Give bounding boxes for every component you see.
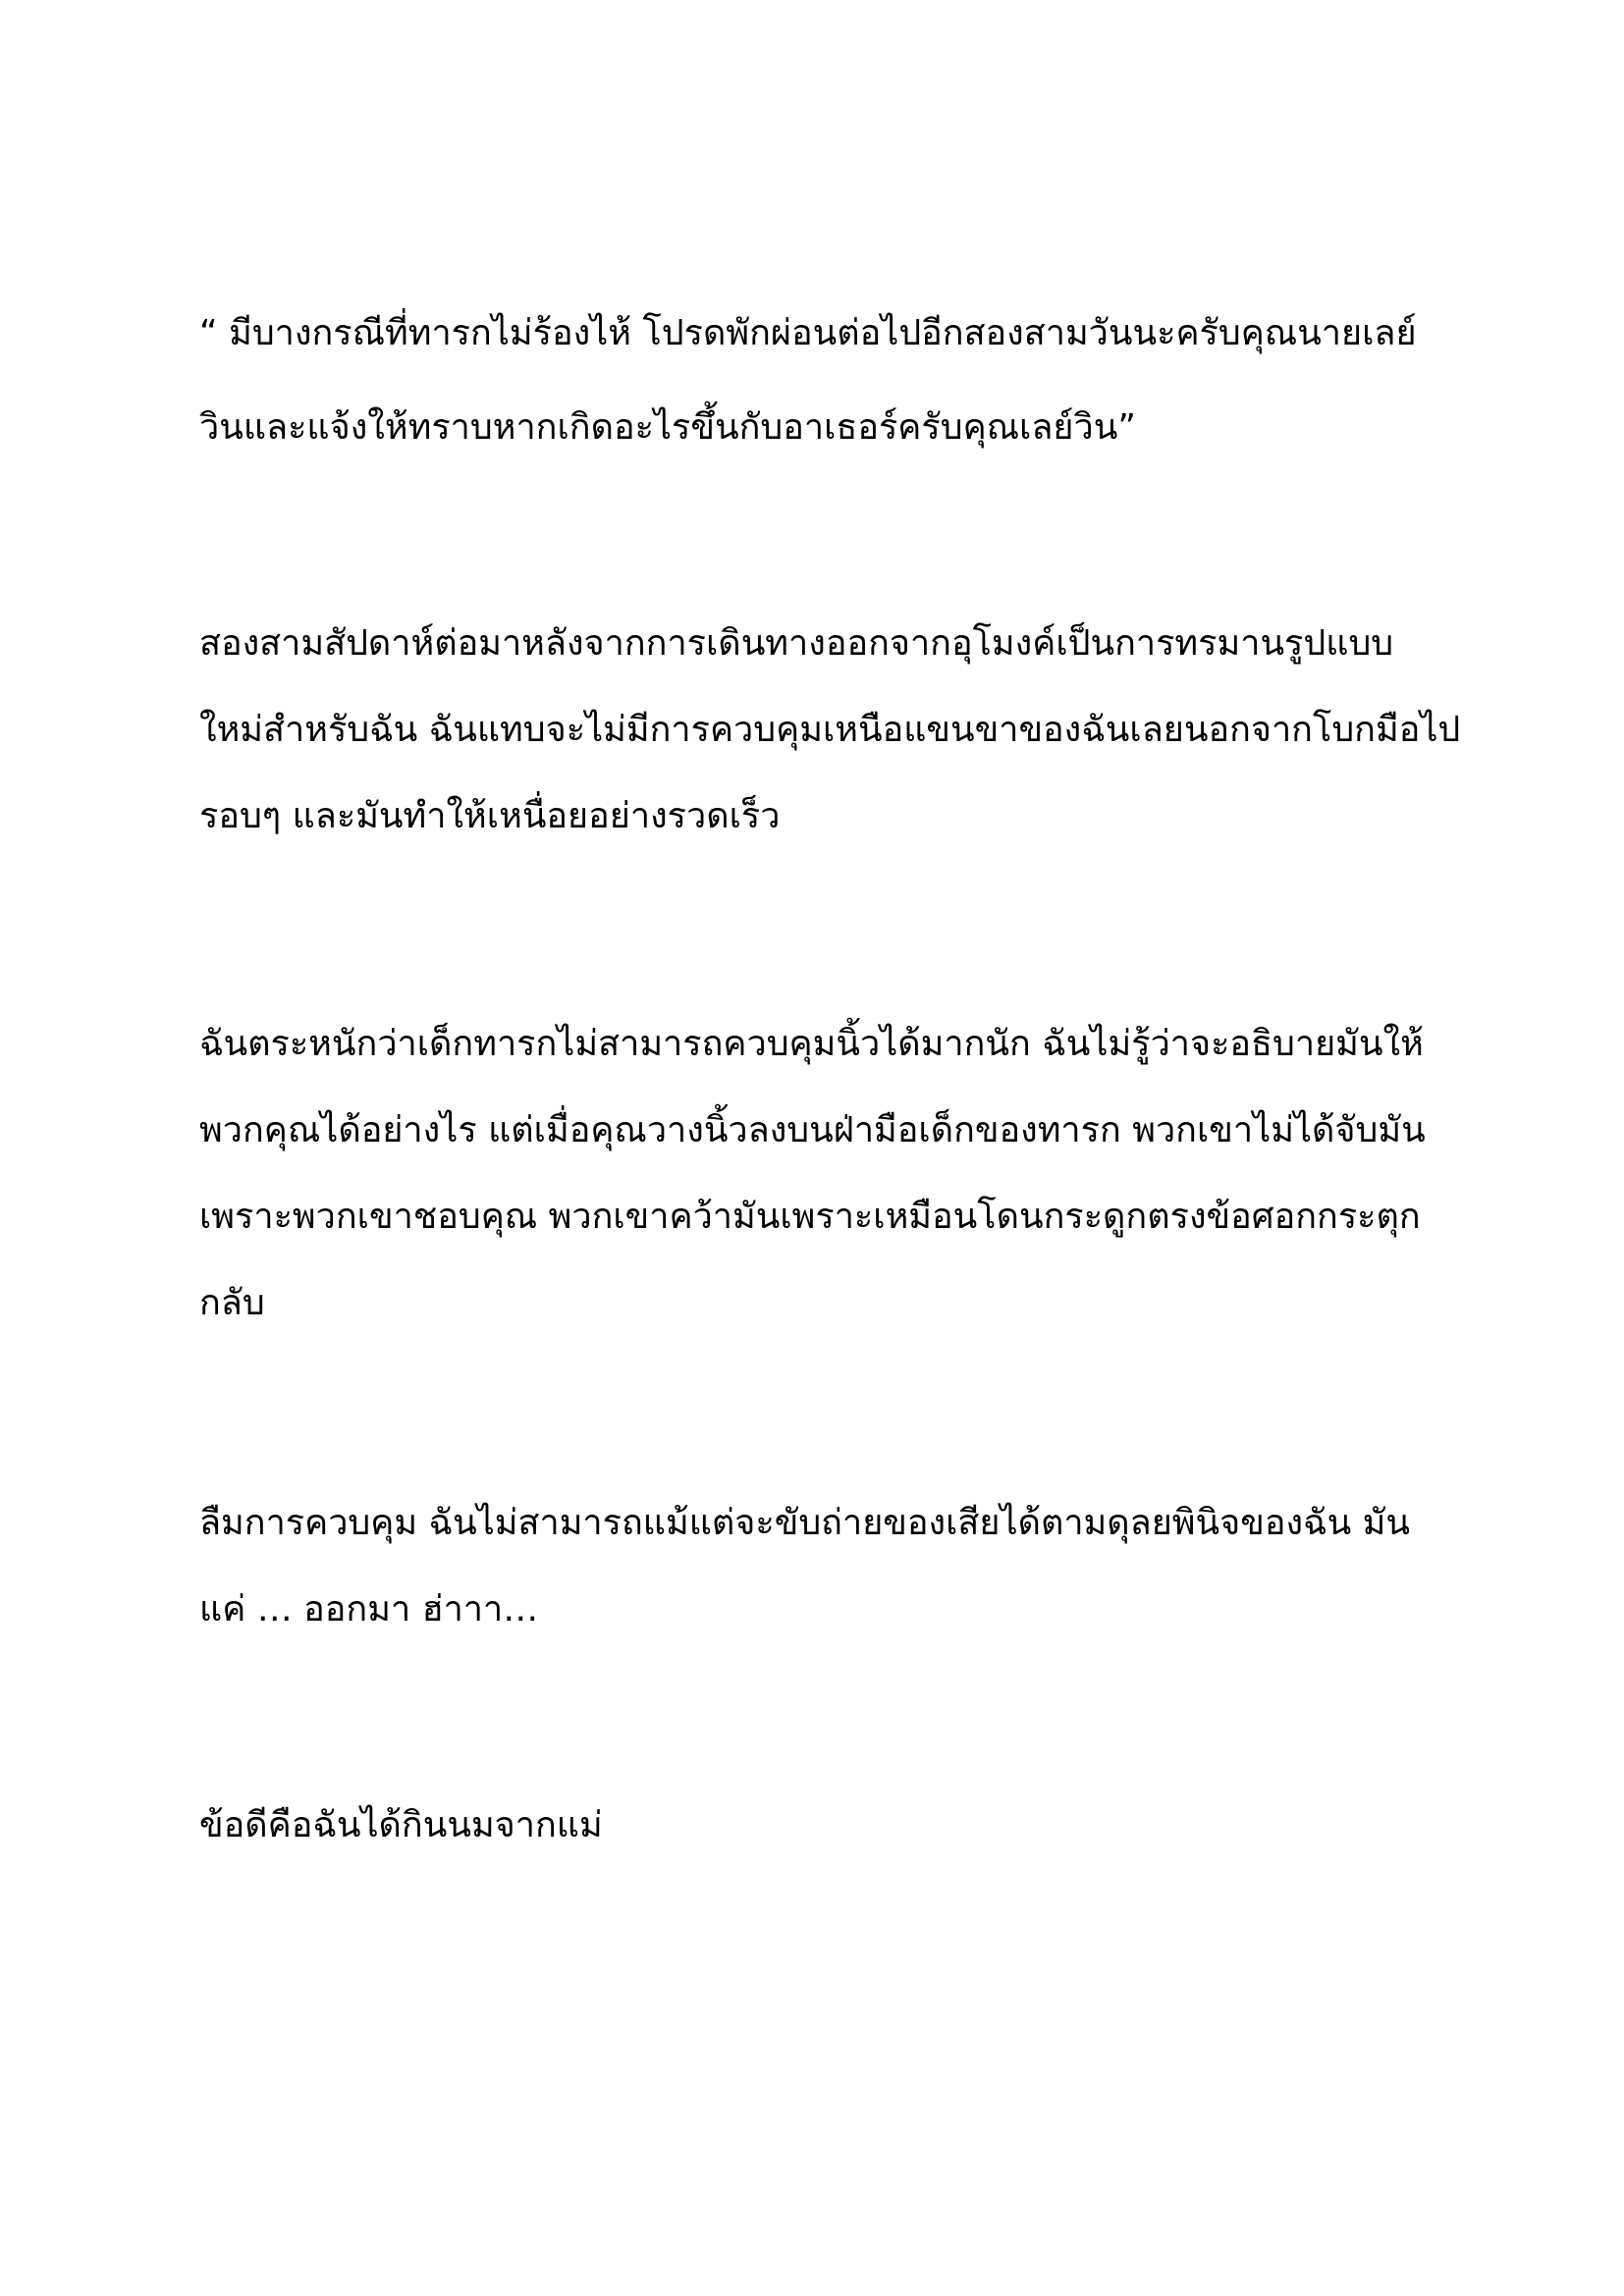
paragraph-4-line-2: แค่ … ออกมา ฮ่าาา… bbox=[199, 1589, 539, 1629]
paragraph-3-line-3: เพราะพวกเขาชอบคุณ พวกเขาคว้ามันเพราะเหมือนโดนกระดูกตรงข้อศอกกระตุก bbox=[199, 1197, 1421, 1237]
paragraph-4-line-1: ลืมการควบคุม ฉันไม่สามารถแม้แต่จะขับถ่ายของเสียได้ตามดุลยพินิจของฉัน มัน bbox=[199, 1503, 1410, 1543]
paragraph-2-line-2: ใหม่สำหรับฉัน ฉันแทบจะไม่มีการควบคุมเหนือแขนขาของฉันเลยนอกจากโบกมือไป bbox=[199, 710, 1461, 750]
paragraph-2-line-1: สองสามสัปดาห์ต่อมาหลังจากการเดินทางออกจากอุโมงค์เป็นการทรมานรูปแบบ bbox=[199, 623, 1394, 664]
paragraph-1-line-2: วินและแจ้งให้ทราบหากเกิดอะไรขึ้นกับอาเธอร์ครับคุณเลย์วิน” bbox=[199, 407, 1136, 448]
paragraph-5-line-1: ข้อดีคือฉันได้กินนมจากแม่ bbox=[199, 1805, 603, 1845]
paragraph-3-line-1: ฉันตระหนักว่าเด็กทารกไม่สามารถควบคุมนิ้วได้มากนัก ฉันไม่รู้ว่าจะอธิบายมันให้ bbox=[199, 1024, 1424, 1064]
paragraph-3-line-4: กลับ bbox=[199, 1283, 265, 1323]
paragraph-1-line-1: “ มีบางกรณีที่ทารกไม่ร้องไห้ โปรดพักผ่อนต่อไปอีกสองสามวันนะครับคุณนายเลย์ bbox=[199, 313, 1417, 353]
paragraph-2-line-3: รอบๆ และมันทำให้เหนื่อยอย่างรวดเร็ว bbox=[199, 796, 781, 836]
paragraph-3-line-2: พวกคุณได้อย่างไร แต่เมื่อคุณวางนิ้วลงบนฝ่ามือเด็กของทารก พวกเขาไม่ได้จับมัน bbox=[199, 1110, 1426, 1150]
